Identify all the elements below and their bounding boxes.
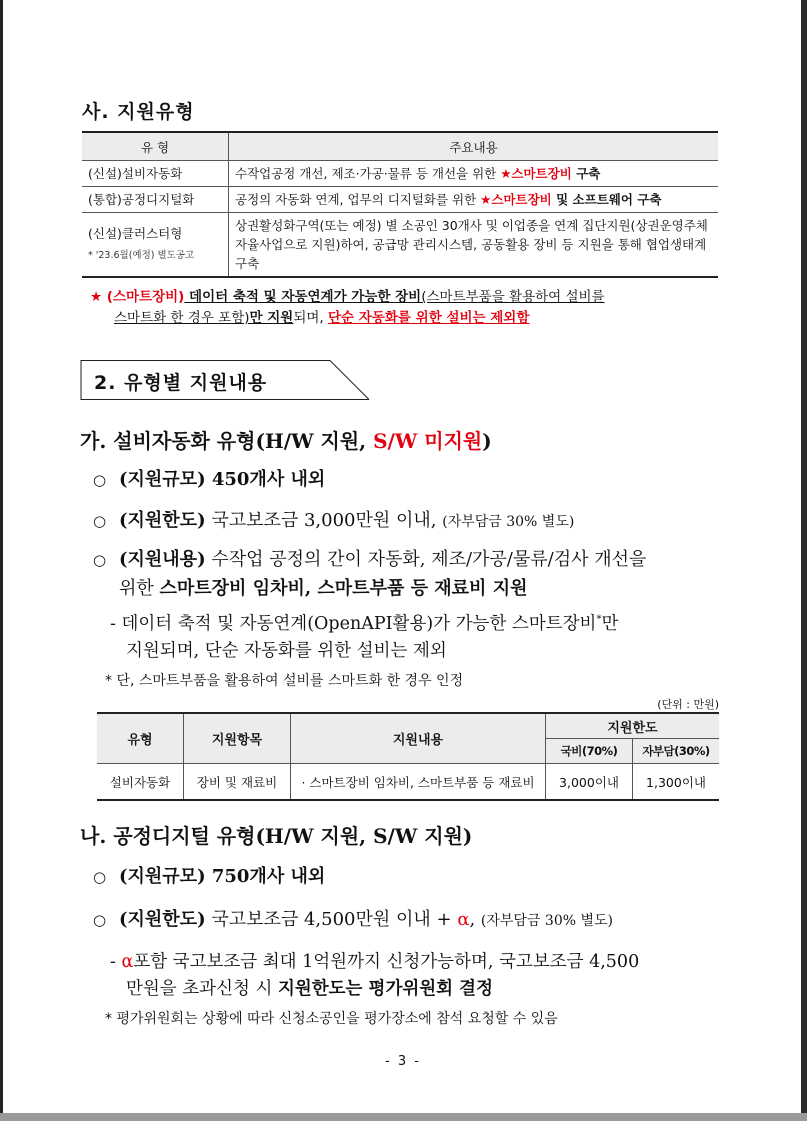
star-note-bold: 만 지원 xyxy=(249,310,294,326)
section-ga-title-end: ) xyxy=(482,429,492,453)
cell-self: 1,300이내 xyxy=(633,764,720,801)
header-content: 지원내용 xyxy=(291,713,546,764)
unit-label: (단위 : 만원) xyxy=(657,698,719,711)
star-note-bold: 데이터 축적 및 자동연계가 가능한 장비 xyxy=(184,289,422,305)
row-content-bold: 구축 xyxy=(571,166,601,181)
dash-mark: - xyxy=(110,952,122,972)
star-note-line2 xyxy=(90,308,730,329)
cell-item: 장비 및 재료비 xyxy=(184,764,291,801)
smart-equipment-star: ★스마트장비 xyxy=(480,192,552,207)
dash-text-end: 만 xyxy=(601,614,619,634)
bullet-limit: ○ (지원한도) 국고보조금 3,000만원 이내, (자부담금 30% 별도) xyxy=(93,510,575,531)
smart-equipment-note xyxy=(90,287,730,329)
bullet-content-line2 xyxy=(119,574,527,600)
bullet-text: 위한 xyxy=(119,578,160,599)
section-2-heading xyxy=(80,360,370,400)
bullet-limit: ○ (지원한도) 국고보조금 4,500만원 이내 + α, (자부담금 30% 별도) xyxy=(93,909,614,930)
dash-item-line2 xyxy=(126,975,493,1000)
section-ga-title-red: S/W 미지원 xyxy=(373,429,483,453)
cell-type: 설비자동화 xyxy=(97,764,184,801)
dash-item-line2: 지원되며, 단순 자동화를 위한 설비는 제외 xyxy=(126,641,447,661)
header-item: 지원항목 xyxy=(184,713,291,764)
table-header-row xyxy=(82,132,718,161)
table-header-row xyxy=(97,713,719,739)
header-national: 국비(70%) xyxy=(546,739,633,764)
row-content xyxy=(229,161,719,187)
section-ga-title-text: 가. 설비자동화 유형(H/W 지원, xyxy=(80,429,374,453)
section-title: 사. 지원유형 xyxy=(82,101,195,123)
header-self: 자부담(30%) xyxy=(633,739,720,764)
support-type-table xyxy=(82,131,718,278)
cell-national: 3,000이내 xyxy=(546,764,633,801)
star-note-text: 되며, xyxy=(293,310,329,326)
dash-text: 만원을 초과신청 시 xyxy=(126,979,278,999)
alpha-symbol: α xyxy=(121,952,134,972)
header-type: 유형 xyxy=(97,713,184,764)
star-note-text: 스마트화 한 경우 포함) xyxy=(114,310,250,326)
bullet-content: ○ (지원내용) 수작업 공정의 간이 자동화, 제조/가공/물류/검사 개선을 xyxy=(93,549,647,570)
row-content: 상권활성화구역(또는 예정) 별 소공인 30개사 및 이업종을 연계 집단지원(상권운영주체 자율사업으로 지원)하여, 공급망 관리시스템, 공동활용 장비 등 지원을 통해 협업생태계 구축 xyxy=(229,213,719,278)
header-type: 유 형 xyxy=(82,132,229,161)
bullet-text: 수작업 공정의 간이 자동화, 제조/가공/물류/검사 개선을 xyxy=(205,549,647,570)
page-frame-right xyxy=(801,0,807,1121)
smart-equipment-star: ★스마트장비 xyxy=(500,166,572,181)
row-type-note: * '23.6월(예정) 별도공고 xyxy=(88,250,195,261)
row-content-bold: 및 소프트웨어 구축 xyxy=(551,192,662,207)
dash-sup: * xyxy=(596,614,602,626)
bullet-text: (지원규모) 450개사 내외 xyxy=(119,469,326,490)
dash-item xyxy=(110,610,618,635)
table-row xyxy=(97,764,719,801)
page-number: - 3 - xyxy=(385,1054,421,1069)
table-row xyxy=(82,161,718,187)
bullet-text: 국고보조금 4,500만원 이내 + xyxy=(205,909,458,930)
footnote: * 평가위원회는 상황에 따라 신청소공인을 평가장소에 참석 요청할 수 있음 xyxy=(105,1011,558,1027)
table-row xyxy=(82,187,718,213)
row-type xyxy=(82,213,229,278)
bullet-text: 국고보조금 3,000만원 이내, xyxy=(205,510,443,531)
row-content-text: 공정의 자동화 연계, 업무의 디지털화를 위한 xyxy=(235,192,481,207)
bullet-small: (자부담금 30% 별도) xyxy=(480,913,614,929)
dash-bold: 지원한도는 평가위원회 결정 xyxy=(277,979,493,999)
cell-content: · 스마트장비 임차비, 스마트부품 등 재료비 xyxy=(291,764,546,801)
header-content: 주요내용 xyxy=(229,132,719,161)
bullet-bold: 스마트장비 임차비, 스마트부품 등 재료비 지원 xyxy=(159,578,528,599)
support-limit-table xyxy=(97,712,719,801)
bullet-scale: ○ (지원규모) 450개사 내외 xyxy=(93,469,326,490)
page-frame-left xyxy=(0,0,3,1121)
section-ga-title xyxy=(80,425,492,454)
star-note-red: 단순 자동화를 위한 설비는 제외함 xyxy=(328,310,530,326)
row-type: (통합)공정디지털화 xyxy=(82,187,229,213)
section-na-title: 나. 공정디지털 유형(H/W 지원, S/W 지원) xyxy=(80,824,473,848)
row-type: (신설)설비자동화 xyxy=(82,161,229,187)
header-limit: 지원한도 xyxy=(546,713,720,739)
row-type-label: (신설)클러스터형 xyxy=(88,226,183,241)
row-content-text: 수작업공정 개선, 제조·가공·물류 등 개선을 위한 xyxy=(235,166,501,181)
section-2-heading-text: 2. 유형별 지원내용 xyxy=(94,372,268,394)
star-label: ★ (스마트장비) xyxy=(90,289,185,305)
bullet-text: , xyxy=(469,909,481,930)
table-row xyxy=(82,213,718,278)
bullet-small: (자부담금 30% 별도) xyxy=(442,514,575,530)
dash-text: - 데이터 축적 및 자동연계(OpenAPI활용)가 가능한 스마트장비 xyxy=(110,614,597,634)
row-content xyxy=(229,187,719,213)
alpha-symbol: α xyxy=(457,909,470,930)
page-frame-bottom xyxy=(0,1113,807,1121)
bullet-text: (지원규모) 750개사 내외 xyxy=(119,866,326,887)
footnote: * 단, 스마트부품을 활용하여 설비를 스마트화 한 경우 인정 xyxy=(105,673,464,689)
bullet-label: (지원한도) xyxy=(119,909,206,930)
bullet-scale: ○ (지원규모) 750개사 내외 xyxy=(93,866,326,887)
dash-text: 포함 국고보조금 최대 1억원까지 신청가능하며, 국고보조금 4,500 xyxy=(133,952,640,972)
dash-item xyxy=(110,948,639,973)
bullet-label: (지원내용) xyxy=(119,549,206,570)
bullet-label: (지원한도) xyxy=(119,510,206,531)
star-note-paren: (스마트부품을 활용하여 설비를 xyxy=(421,289,605,305)
